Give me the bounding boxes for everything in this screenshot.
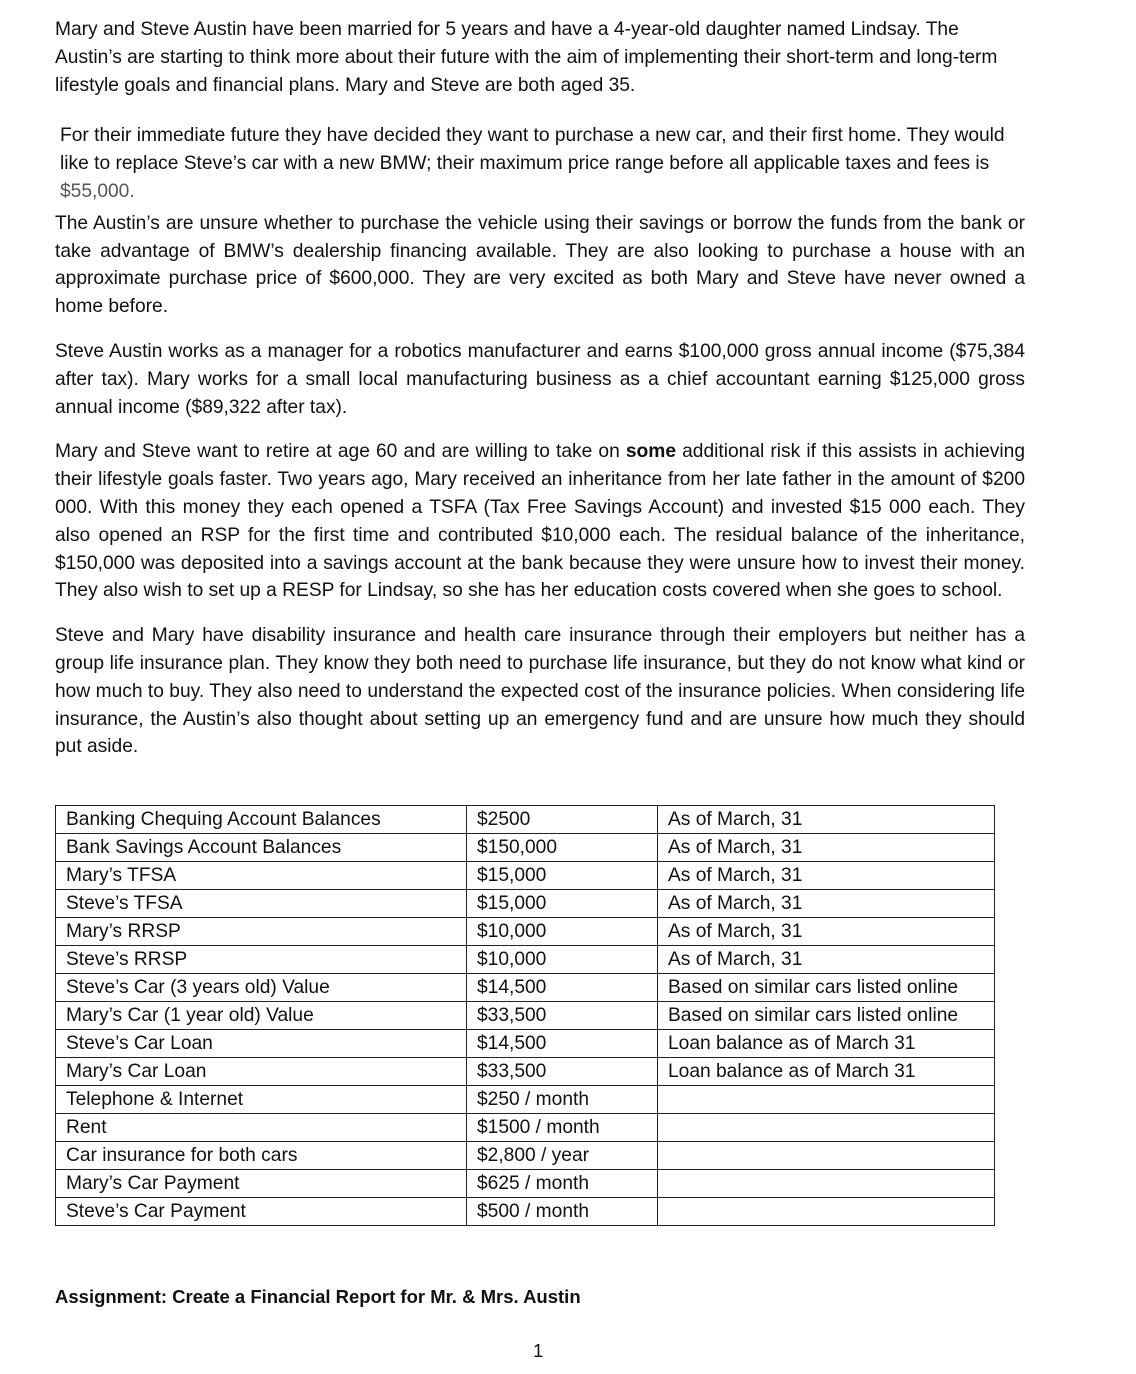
document-body (55, 16, 1025, 761)
table-cell-note (658, 1198, 995, 1226)
table-cell-note: As of March, 31 (658, 946, 995, 974)
table-cell-amount: $10,000 (467, 946, 658, 974)
table-cell-item: Bank Savings Account Balances (56, 834, 467, 862)
table-cell-amount: $150,000 (467, 834, 658, 862)
table-cell-amount: $14,500 (467, 974, 658, 1002)
table-cell-note: Loan balance as of March 31 (658, 1058, 995, 1086)
table-cell-note (658, 1086, 995, 1114)
assignment-heading: Assignment: Create a Financial Report for Mr. & Mrs. Austin (55, 1286, 581, 1307)
table-cell-amount: $15,000 (467, 862, 658, 890)
table-cell-amount: $500 / month (467, 1198, 658, 1226)
table-cell-item: Steve’s RRSP (56, 946, 467, 974)
table-cell-item: Mary’s Car Loan (56, 1058, 467, 1086)
table-cell-item: Mary’s Car Payment (56, 1170, 467, 1198)
table-cell-item: Telephone & Internet (56, 1086, 467, 1114)
table-cell-amount: $250 / month (467, 1086, 658, 1114)
table-cell-amount: $2,800 / year (467, 1142, 658, 1170)
table-cell-amount: $33,500 (467, 1058, 658, 1086)
table-cell-amount: $2500 (467, 806, 658, 834)
table-cell-item: Steve’s Car Loan (56, 1030, 467, 1058)
table-cell-note (658, 1114, 995, 1142)
paragraph-retirement-bold: some (625, 441, 676, 463)
table-cell-amount: $14,500 (467, 1030, 658, 1058)
table-row (56, 834, 995, 862)
table-row (56, 1058, 995, 1086)
financial-table (55, 805, 995, 1226)
table-cell-item: Steve’s TFSA (56, 890, 467, 918)
table-cell-note: As of March, 31 (658, 862, 995, 890)
table-row (56, 1142, 995, 1170)
table-cell-item: Mary’s TFSA (56, 862, 467, 890)
paragraph-purchase-options: The Austin’s are unsure whether to purchase the vehicle using their savings or borrow the funds from the bank or take advantage of BMW’s dealership financing available. They are also looking to purchase a house with an approximate purchase price of $600,000. They are very excited as both Mary and Steve have never owned a home before. (55, 212, 1025, 318)
table-row (56, 1086, 995, 1114)
paragraph-intro: Mary and Steve Austin have been married for 5 years and have a 4-year-old daughter named Lindsay. The Austin’s are starting to think more about their future with the aim of implementing their short-term and long-term lifestyle goals and financial plans. Mary and Steve are both aged 35. (55, 19, 998, 96)
table-cell-note: Based on similar cars listed online (658, 974, 995, 1002)
max-price-value: $55,000. (60, 180, 135, 202)
table-cell-amount: $1500 / month (467, 1114, 658, 1142)
paragraph-retirement-a: Mary and Steve want to retire at age 60 and are willing to take on (55, 441, 626, 463)
table-row (56, 1198, 995, 1226)
table-cell-note (658, 1142, 995, 1170)
table-cell-item: Mary’s Car (1 year old) Value (56, 1002, 467, 1030)
table-row (56, 890, 995, 918)
table-cell-amount: $10,000 (467, 918, 658, 946)
table-cell-item: Rent (56, 1114, 467, 1142)
table-cell-note: Based on similar cars listed online (658, 1002, 995, 1030)
table-cell-note: As of March, 31 (658, 806, 995, 834)
table-cell-item: Steve’s Car Payment (56, 1198, 467, 1226)
table-cell-amount: $15,000 (467, 890, 658, 918)
table-row (56, 1114, 995, 1142)
paragraph-immediate-future-text: For their immediate future they have decided they want to purchase a new car, and their first home. They would like to replace Steve’s car with a new BMW; their maximum price range before all applicable taxes and fees is (60, 125, 1005, 175)
table-row (56, 946, 995, 974)
table-cell-note: As of March, 31 (658, 918, 995, 946)
table-row (56, 918, 995, 946)
table-row (56, 862, 995, 890)
table-cell-note: As of March, 31 (658, 890, 995, 918)
table-cell-note: As of March, 31 (658, 834, 995, 862)
paragraph-retirement (55, 438, 1025, 605)
paragraph-retirement-b: additional risk if this assists in achieving their lifestyle goals faster. Two years ago, Mary received an inheritance from her late father in the amount of $200 000. With this money they each opened a TSFA (Tax Free Savings Account) and invested $15 000 each. They also opened an RSP for the first time and contributed $10,000 each. The residual balance of the inheritance, $150,000 was deposited into a savings account at the bank because they were unsure how to invest their money. They also wish to set up a RESP for Lindsay, so she has her education costs covered when she goes to school. (55, 441, 1025, 602)
table-row (56, 974, 995, 1002)
table-row (56, 1170, 995, 1198)
table-row (56, 1002, 995, 1030)
page-number: 1 (533, 1340, 544, 1361)
table-cell-amount: $33,500 (467, 1002, 658, 1030)
table-cell-note: Loan balance as of March 31 (658, 1030, 995, 1058)
table-row (56, 1030, 995, 1058)
table-cell-item: Car insurance for both cars (56, 1142, 467, 1170)
paragraph-immediate-future (55, 122, 1025, 205)
table-cell-item: Mary’s RRSP (56, 918, 467, 946)
table-cell-item: Steve’s Car (3 years old) Value (56, 974, 467, 1002)
paragraph-income: Steve Austin works as a manager for a robotics manufacturer and earns $100,000 gross annual income ($75,384 after tax). Mary works for a small local manufacturing business as a chief accountant earning $125,000 gross annual income ($89,322 after tax). (55, 340, 1025, 418)
table-cell-amount: $625 / month (467, 1170, 658, 1198)
table-cell-note (658, 1170, 995, 1198)
paragraph-insurance: Steve and Mary have disability insurance and health care insurance through their employers but neither has a group life insurance plan. They know they both need to purchase life insurance, but they do not know what kind or how much to buy. They also need to understand the expected cost of the insurance policies. When considering life insurance, the Austin’s also thought about setting up an emergency fund and are unsure how much they should put aside. (55, 625, 1025, 758)
table-cell-item: Banking Chequing Account Balances (56, 806, 467, 834)
table-row (56, 806, 995, 834)
